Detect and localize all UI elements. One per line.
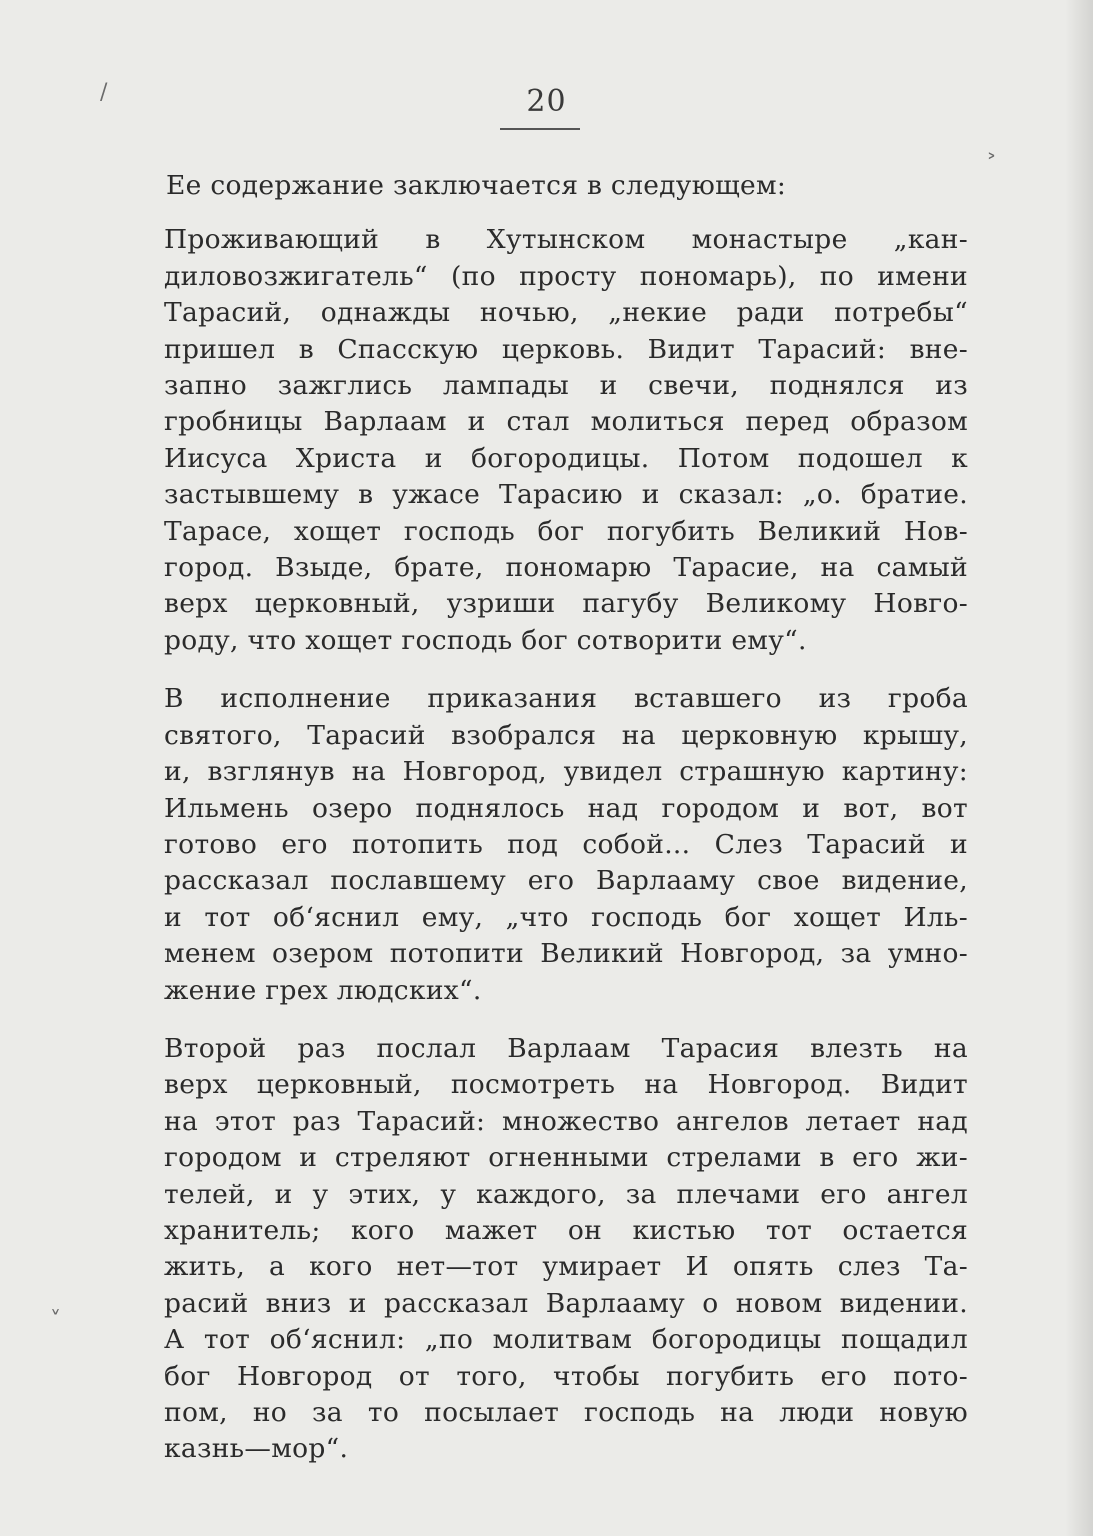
text-line: В исполнение приказания вставшего из гроба: [164, 683, 968, 715]
text-line: гробницы Варлаам и стал молиться перед образом: [164, 406, 968, 438]
stray-mark: ˃: [986, 152, 997, 177]
text-line: жить, а кого нет—тот умирает И опять слез Та-: [164, 1251, 968, 1283]
text-line: жение грех людских“.: [164, 974, 482, 1006]
text-line: запно зажглись лампады и свечи, поднялся из: [164, 370, 968, 402]
text-line: городом и стреляют огненными стрелами в его жи-: [164, 1142, 968, 1174]
body-text: [164, 168, 968, 1490]
text-line: город. Взыде, брате, пономарю Тарасие, на самый: [164, 552, 968, 584]
page-number: 20: [526, 84, 567, 119]
text-line: верх церковный, посмотреть на Новгород. Видит: [164, 1069, 968, 1101]
heading-line: Ее содержание заключается в следующем:: [166, 170, 787, 201]
text-line: и, взглянув на Новгород, увидел страшную картину:: [164, 756, 968, 788]
text-line: хранитель; кого мажет он кистью тот остается: [164, 1214, 968, 1246]
page-edge-shadow: [1065, 0, 1093, 1536]
text-line: А тот об‘яснил: „по молитвам богородицы пощадил: [164, 1324, 968, 1356]
text-line: на этот раз Тарасий: множество ангелов летает над: [164, 1105, 968, 1137]
text-line: телей, и у этих, у каждого, за плечами его ангел: [164, 1178, 968, 1210]
text-line: святого, Тарасий взобрался на церковную крышу,: [164, 719, 968, 751]
paragraph-1: [164, 222, 968, 659]
stray-mark: /: [100, 80, 108, 105]
stray-mark: ˅: [50, 1308, 61, 1333]
text-line: застывшему в ужасе Тарасию и сказал: „о. братие.: [164, 479, 968, 511]
page-number-underline: [500, 128, 580, 130]
text-line: пом, но за то посылает господь на люди новую: [164, 1397, 968, 1428]
text-line: роду, что хощет господь бог сотворити ему“.: [164, 624, 807, 656]
text-line: казнь—мор“.: [164, 1433, 349, 1465]
paragraph-2: [164, 681, 968, 1009]
text-line: и тот об‘яснил ему, „что господь бог хощет Иль-: [164, 901, 968, 933]
text-line: Тарасе, хощет господь бог погубить Великий Нов-: [164, 515, 968, 547]
text-line: Второй раз послал Варлаам Тарасия влезть на: [164, 1032, 968, 1064]
text-line: верх церковный, узриши пагубу Великому Новго-: [164, 588, 968, 620]
text-line: пришел в Спасскую церковь. Видит Тарасий: вне-: [164, 333, 968, 365]
text-line: бог Новгород от того, чтобы погубить его пото-: [164, 1360, 968, 1392]
paragraph-3: [164, 1031, 968, 1468]
section-heading: [164, 168, 968, 204]
text-line: рассказал пославшему его Варлааму свое видение,: [164, 865, 968, 897]
text-line: диловозжигатель“ (по просту пономарь), по имени: [164, 260, 968, 292]
text-line: менем озером потопити Великий Новгород, за умно-: [164, 938, 968, 970]
text-line: Проживающий в Хутынском монастыре „кан-: [164, 224, 968, 256]
text-line: Ильмень озеро поднялось над городом и вот, вот: [164, 792, 968, 824]
text-line: Тарасий, однажды ночью, „некие ради потребы“: [164, 297, 968, 329]
text-line: готово его потопить под собой... Слез Тарасий и: [164, 828, 968, 860]
text-line: расий вниз и рассказал Варлааму о новом видении.: [164, 1287, 968, 1319]
text-line: Иисуса Христа и богородицы. Потом подошел к: [164, 442, 968, 474]
